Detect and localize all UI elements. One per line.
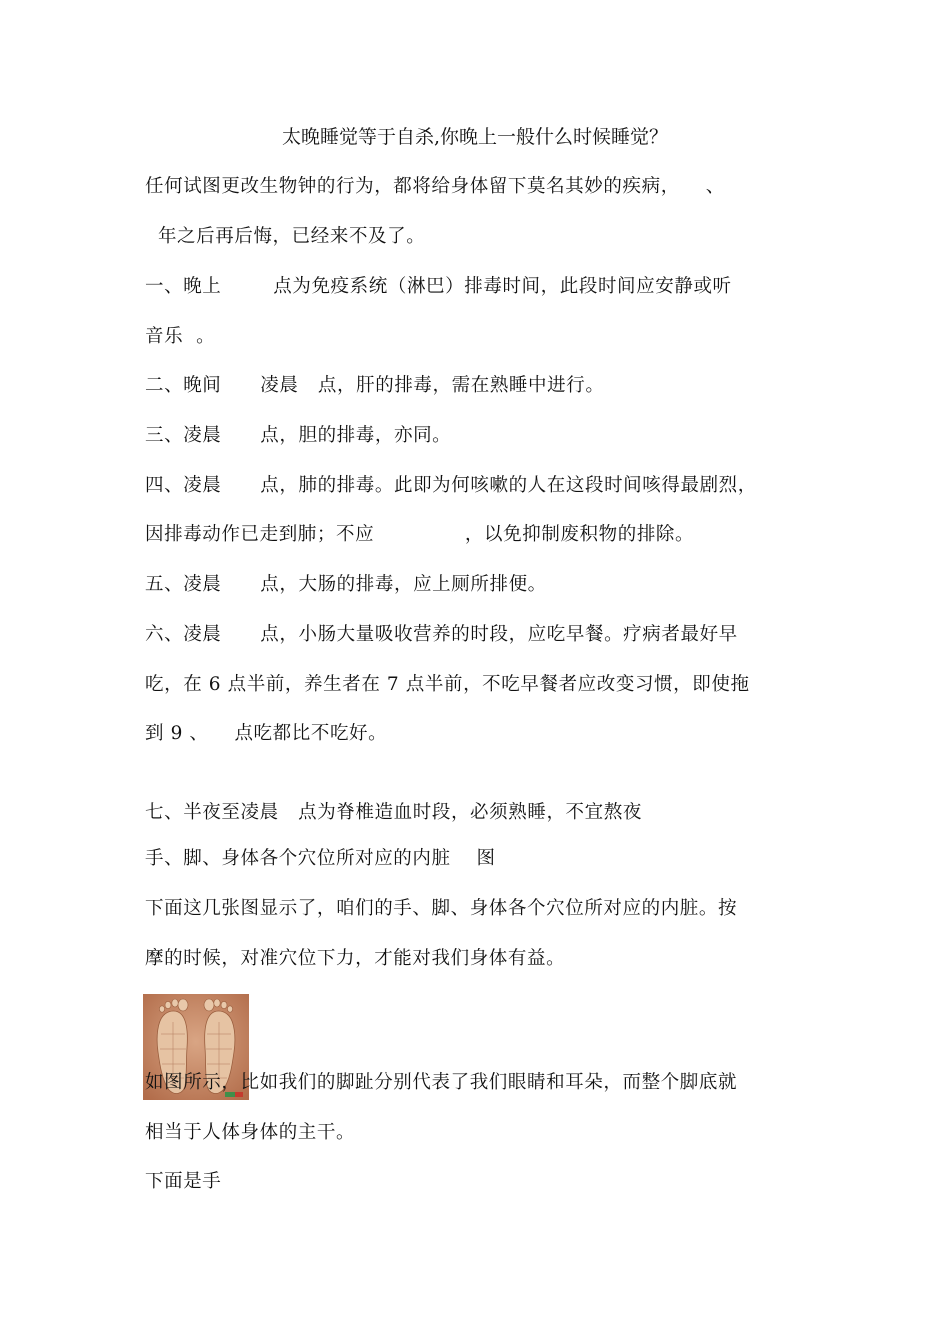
paragraph-line: 因排毒动作已走到肺；不应 ，以免抑制废积物的排除。 [145, 524, 695, 545]
paragraph-line: 如图所示，比如我们的脚趾分别代表了我们眼睛和耳朵，而整个脚底就 [145, 1072, 738, 1093]
paragraph-line: 下面这几张图显示了，咱们的手、脚、身体各个穴位所对应的内脏。按 [145, 898, 738, 919]
paragraph-line: 四、凌晨 点，肺的排毒。此即为何咳嗽的人在这段时间咳得最剧烈， [145, 475, 757, 496]
section-heading: 手、脚、身体各个穴位所对应的内脏 图 [145, 848, 496, 869]
paragraph-line: 吃，在 6 点半前，养生者在 7 点半前，不吃早餐者应改变习惯，即使拖 [145, 674, 750, 695]
paragraph-line: 三、凌晨 点，胆的排毒，亦同。 [145, 425, 452, 446]
paragraph-line: 摩的时候，对准穴位下力，才能对我们身体有益。 [145, 948, 566, 969]
paragraph-line: 到 9 、 点吃都比不吃好。 [145, 723, 388, 744]
paragraph-line: 相当于人体身体的主干。 [145, 1122, 356, 1143]
paragraph-line: 六、凌晨 点，小肠大量吸收营养的时段，应吃早餐。疗病者最好早 [145, 624, 738, 645]
paragraph-line: 下面是手 [145, 1171, 222, 1192]
paragraph-line: 音乐 。 [145, 326, 216, 347]
paragraph-line: 二、晚间 凌晨 点，肝的排毒，需在熟睡中进行。 [145, 375, 605, 396]
document-title: 太晚睡觉等于自杀,你晚上一般什么时候睡觉？ [281, 126, 669, 148]
paragraph-line: 七、半夜至凌晨 点为脊椎造血时段，必须熟睡，不宜熬夜 [145, 802, 642, 823]
paragraph-line: 年之后再后悔，已经来不及了。 [145, 226, 426, 247]
paragraph-line: 一、晚上 点为免疫系统（淋巴）排毒时间，此段时间应安静或听 [145, 276, 732, 297]
paragraph-line: 五、凌晨 点，大肠的排毒，应上厕所排便。 [145, 574, 547, 595]
paragraph-line: 任何试图更改生物钟的行为，都将给身体留下莫名其妙的疾病， 、 [145, 176, 725, 197]
